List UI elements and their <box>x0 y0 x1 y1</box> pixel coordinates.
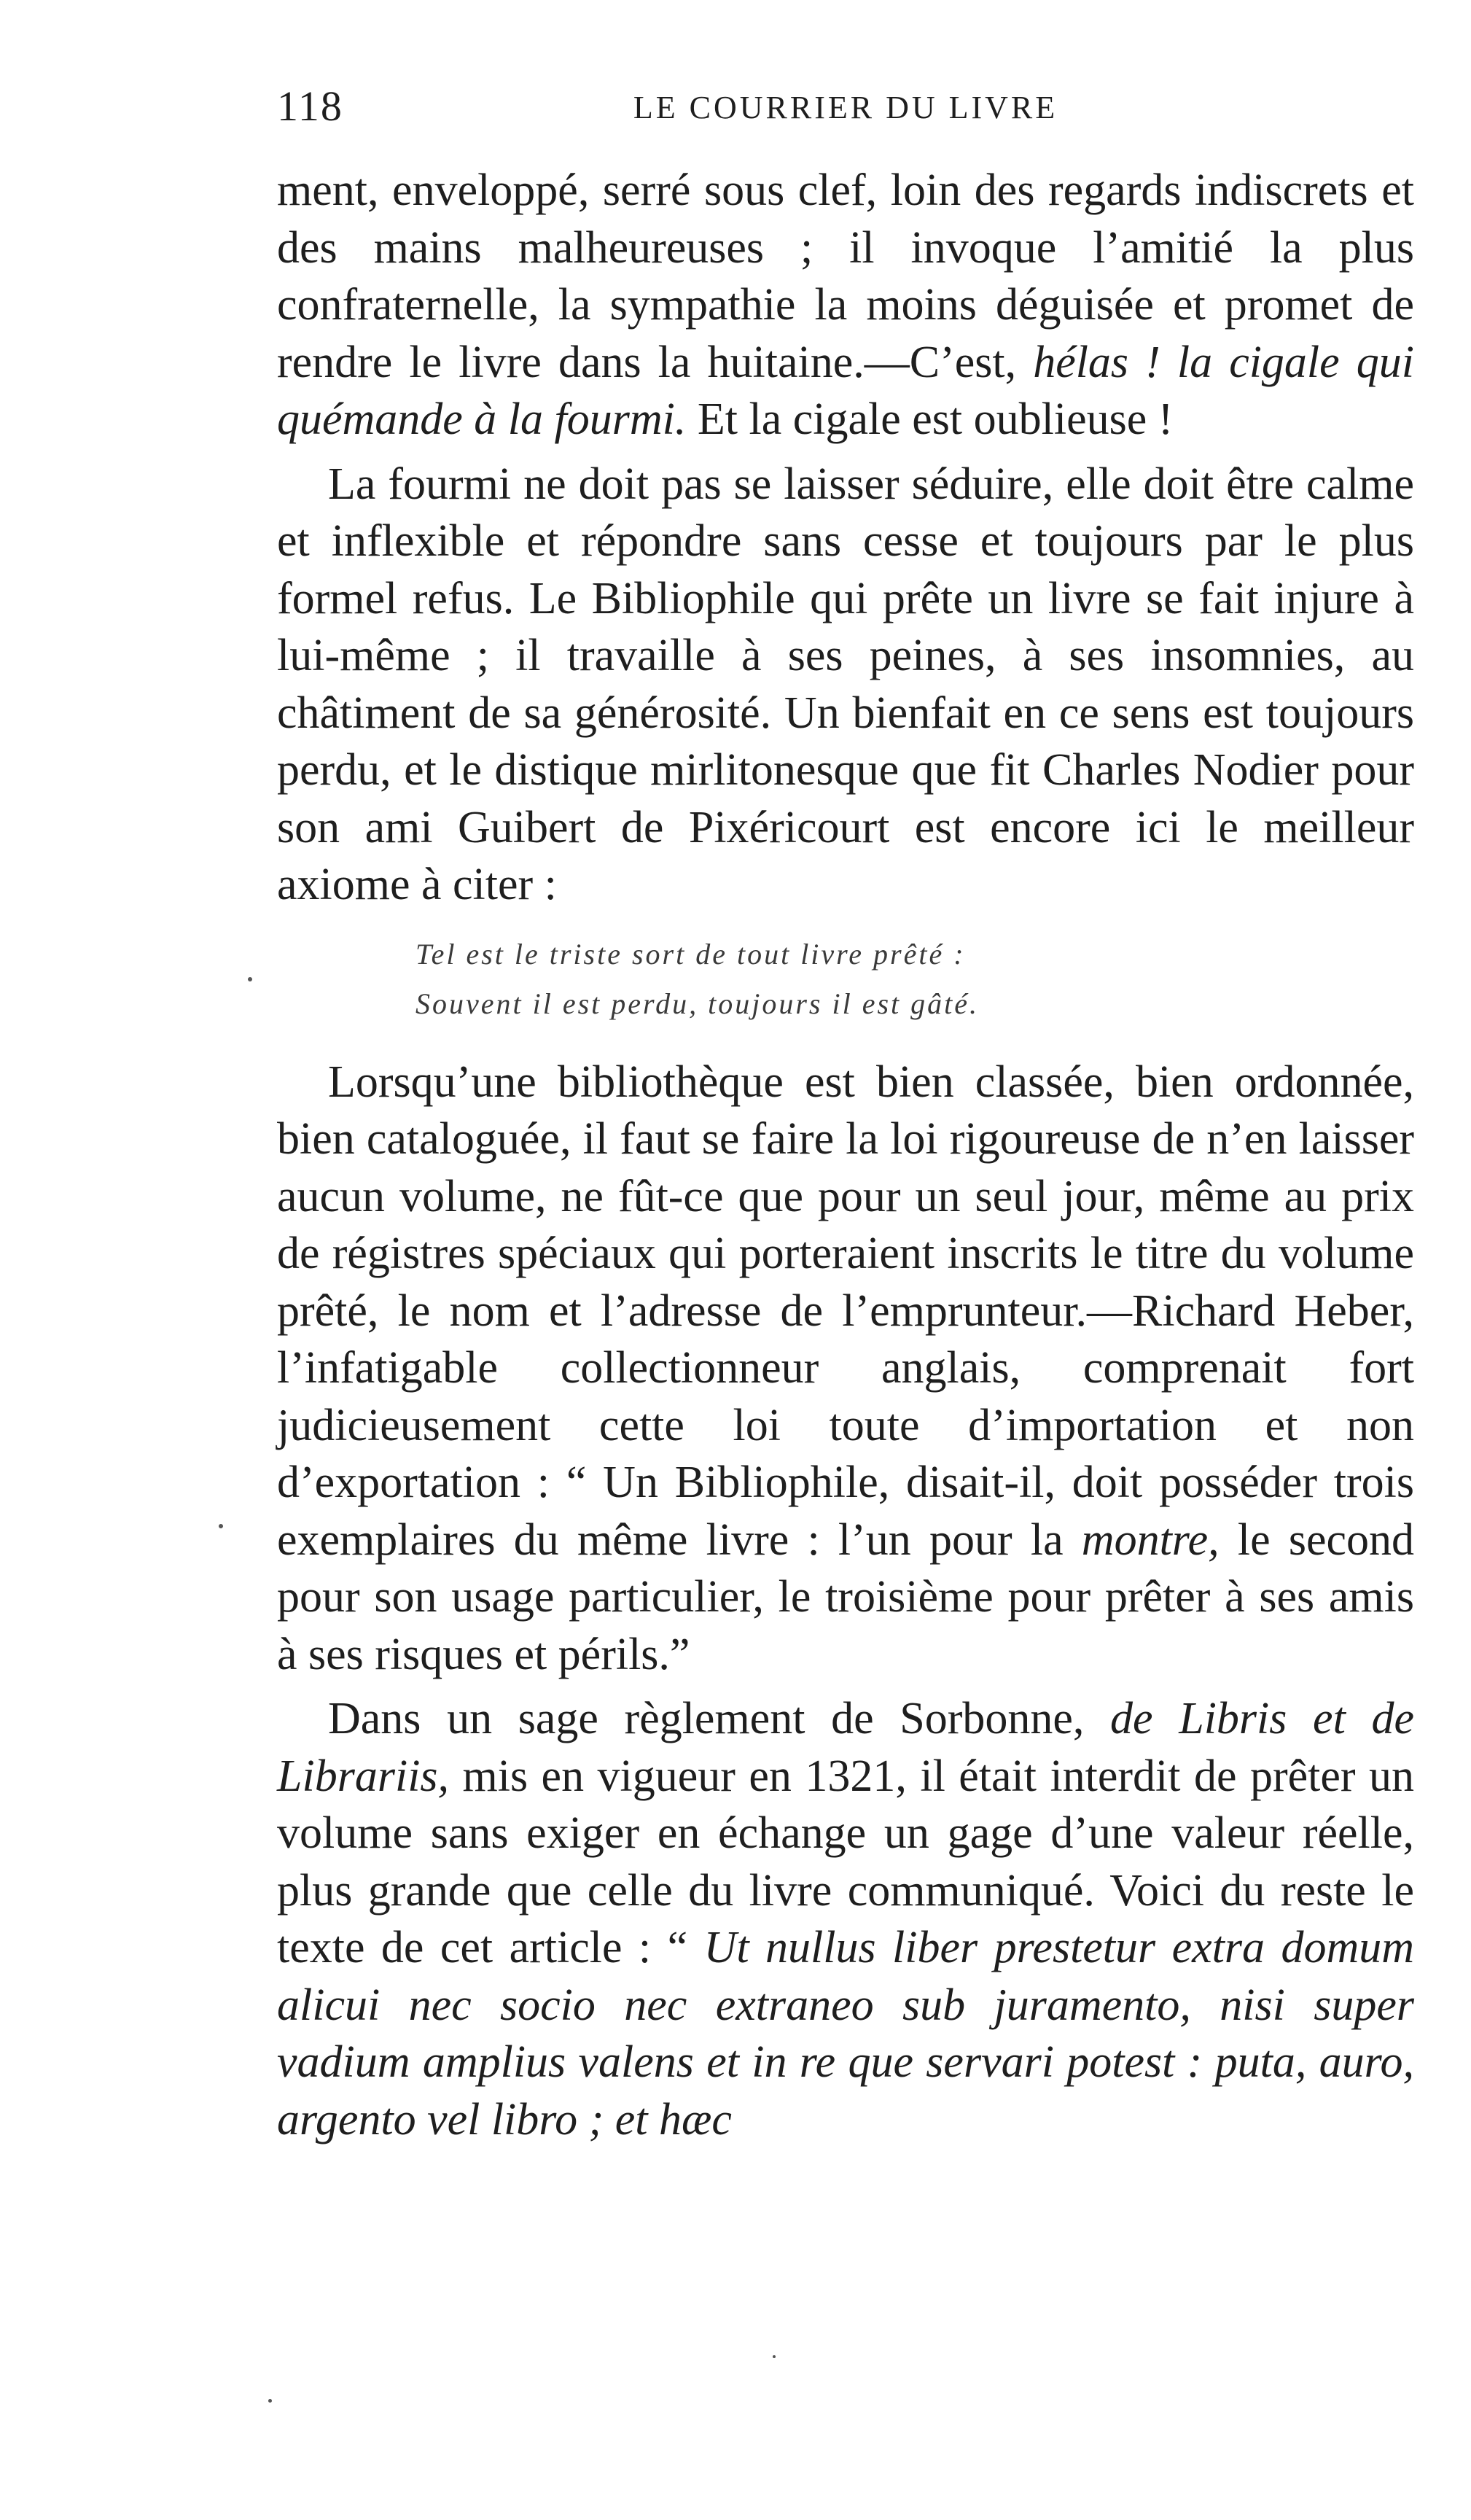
print-speck <box>248 977 252 981</box>
print-speck <box>773 2355 776 2358</box>
paragraph-4-latin-quote: Ut nullus liber prestetur extra domum alicui nec socio nec extraneo sub juramento, nisi super vadium amplius valens et in re que servari potest : puta, auro, argento vel libro ; et hæc <box>277 1923 1414 2144</box>
paragraph-4-middle: mis en vigueur en 1321, il était interdit de prêter un volume sans exiger en échange un gage d’une valeur réelle, plus grande que celle du livre communiqué. Voici du reste le texte de cet article : “ <box>277 1751 1414 1972</box>
paragraph-1-end: Et la cigale est oublieuse ! <box>686 394 1174 444</box>
paragraph-3-end: le second pour son usage particulier, le troisième pour prêter à ses amis à ses risques et périls.” <box>277 1514 1414 1679</box>
verse-quote <box>415 930 1414 1029</box>
paragraph-3-text: Lorsqu’une bibliothèque est bien classée, bien ordonnée, bien cataloguée, il faut se faire la loi rigoureuse de n’en laisser aucun volume, ne fût-ce que pour un seul jour, même au prix de régistres spéciaux qui porteraient inscrits le titre du volume prêté, le nom et l’adresse de l’emprunteur.—Richard Heber, l’infatigable collectionneur anglais, comprenait fort judicieusement cette loi toute d’importation et non d’exportation : “ Un Bibliophile, disait-il, doit posséder trois exemplaires du même livre : l’un pour la <box>277 1057 1414 1565</box>
paragraph-4 <box>277 1690 1414 2148</box>
verse-line-2: Souvent il est perdu, toujours il est gâté. <box>415 987 980 1020</box>
paragraph-3-italic: montre, <box>1081 1514 1220 1565</box>
paragraph-1-italic: hélas ! la cigale qui quémande à la fourmi. <box>277 337 1414 444</box>
paragraph-1-text: ment, enveloppé, serré sous clef, loin des regards indiscrets et des mains malheureuses ; il invoque l’amitié la plus confraternelle, la sympathie la moins déguisée et promet de rendre le livre dans la huitaine.—C’est, <box>277 166 1414 387</box>
running-title: LE COURRIER DU LIVRE <box>633 90 1058 125</box>
paragraph-1 <box>277 162 1414 448</box>
paragraph-3 <box>277 1054 1414 1684</box>
print-speck <box>268 2399 272 2403</box>
page-header <box>277 82 1414 147</box>
paragraph-4-text: Dans un sage règlement de Sorbonne, <box>328 1694 1111 1743</box>
verse-line-1: Tel est le triste sort de tout livre prêté : <box>415 937 966 971</box>
page-number: 118 <box>277 82 343 130</box>
paragraph-2: La fourmi ne doit pas se laisser séduire, elle doit être calme et inflexible et répondre sans cesse et toujours par le plus formel refus. Le Bibliophile qui prête un livre se fait injure à lui-même ; il travaille à ses peines, à ses insomnies, au châtiment de sa générosité. Un bienfait en ce sens est toujours perdu, et le distique mirlitonesque que fit Charles Nodier pour son ami Guibert de Pixéricourt est encore ici le meilleur axiome à citer : <box>277 459 1414 909</box>
paragraph-4-title-italic: de Libris et de Librariis, <box>277 1694 1414 1801</box>
body-text <box>277 162 1414 2148</box>
print-speck <box>219 1524 223 1528</box>
